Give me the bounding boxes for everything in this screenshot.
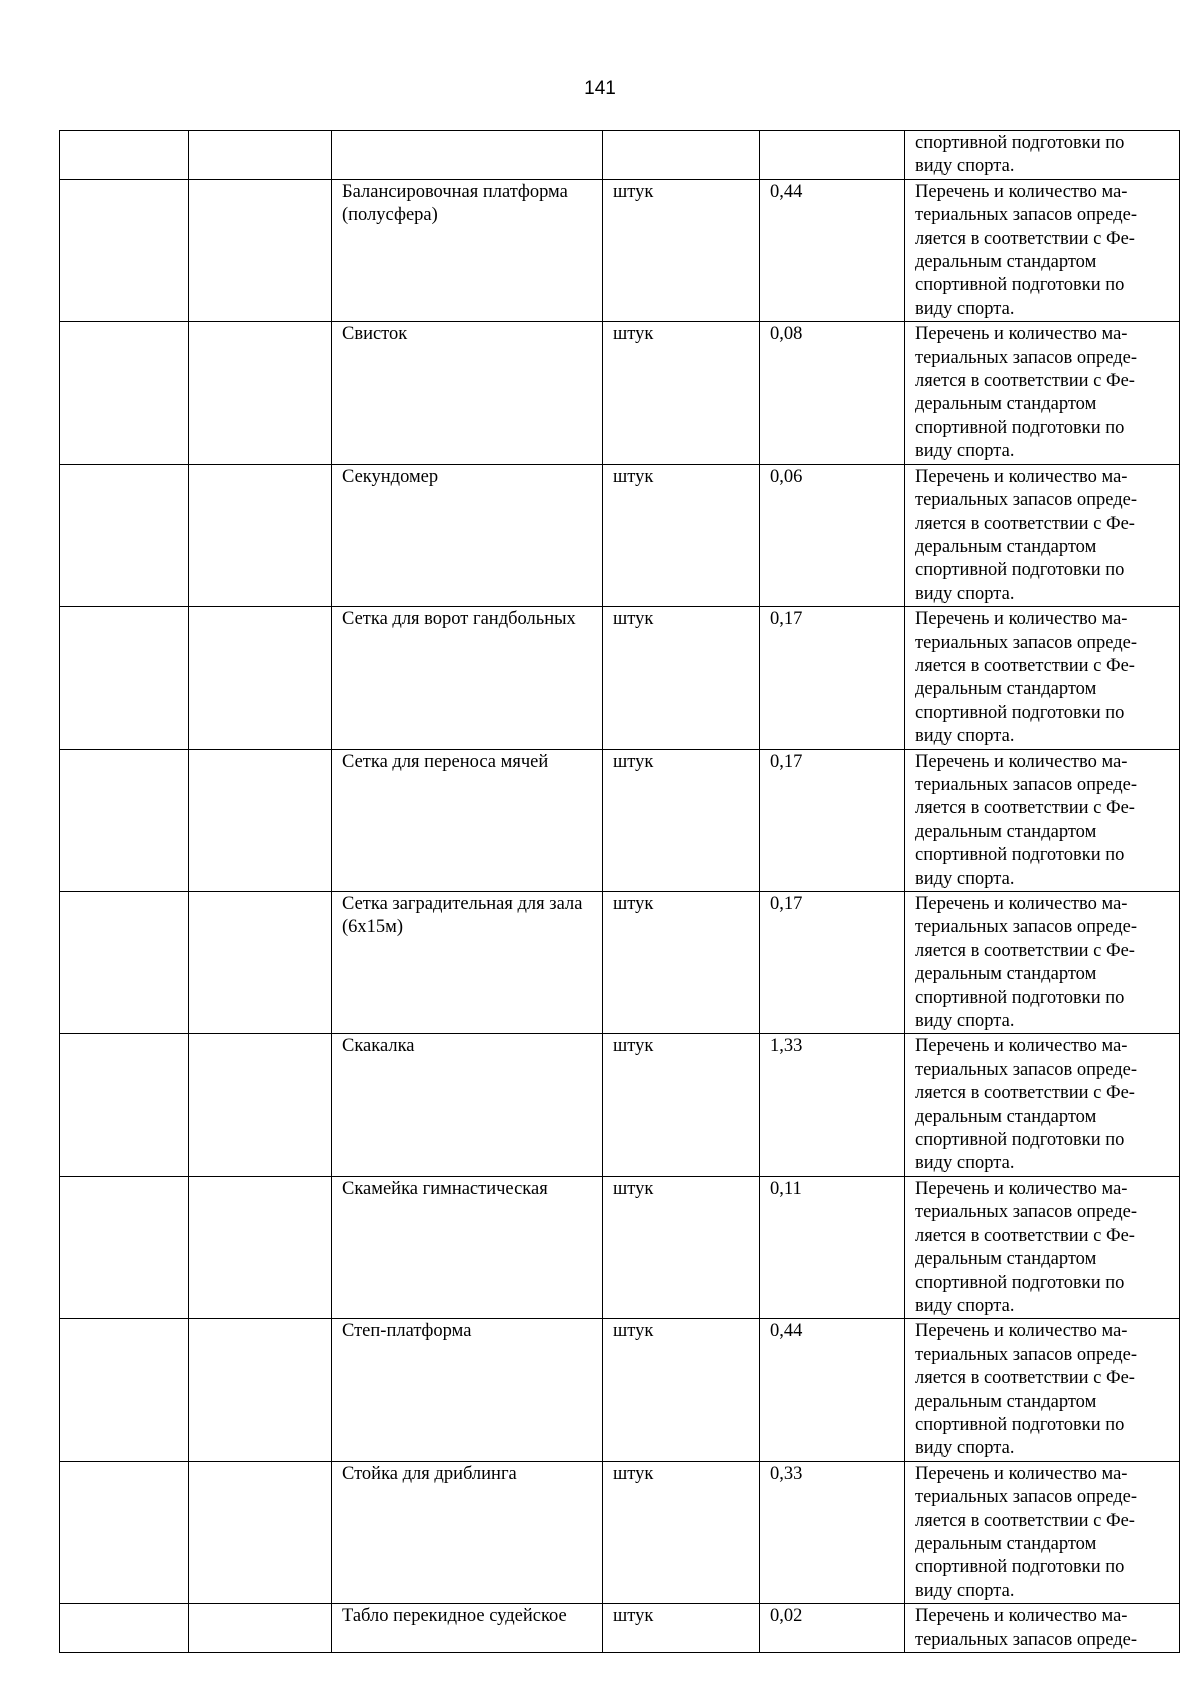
qty-text: 1,33 bbox=[770, 1036, 803, 1057]
empty-cell bbox=[189, 892, 332, 1034]
qty-cell bbox=[760, 892, 905, 1034]
note-text: Перечень и количество ма- териальных запасов опреде- bbox=[915, 1606, 1138, 1650]
unit-text: штук bbox=[613, 1178, 654, 1199]
page-number: 141 bbox=[584, 78, 616, 99]
table-row bbox=[60, 1034, 1180, 1176]
unit-text: штук bbox=[613, 751, 654, 772]
qty-cell bbox=[760, 464, 905, 606]
unit-cell bbox=[603, 322, 760, 464]
qty-cell bbox=[760, 322, 905, 464]
name-text: Табло перекидное судейское bbox=[342, 1606, 567, 1627]
qty-text: 0,33 bbox=[770, 1463, 803, 1484]
qty-cell bbox=[760, 1461, 905, 1603]
name-cell bbox=[332, 131, 603, 180]
name-text: Степ-платформа bbox=[342, 1321, 472, 1342]
unit-cell bbox=[603, 1461, 760, 1603]
name-text: Сетка заградительная для зала (6х15м) bbox=[342, 894, 583, 938]
empty-cell bbox=[60, 131, 189, 180]
note-cell bbox=[905, 892, 1180, 1034]
empty-cell bbox=[60, 1319, 189, 1461]
qty-cell bbox=[760, 179, 905, 321]
name-text: Стойка для дриблинга bbox=[342, 1463, 517, 1484]
empty-cell bbox=[60, 179, 189, 321]
note-text: Перечень и количество ма- териальных запасов опреде- ляется в соответствии с Фе- деральным стандартом спортивной подготовки по виду спорта. bbox=[915, 1463, 1138, 1601]
note-text: Перечень и количество ма- териальных запасов опреде- ляется в соответствии с Фе- деральным стандартом спортивной подготовки по виду спорта. bbox=[915, 466, 1138, 604]
unit-text: штук bbox=[613, 1321, 654, 1342]
name-text: Сетка для ворот гандбольных bbox=[342, 609, 576, 630]
note-text: Перечень и количество ма- териальных запасов опреде- ляется в соответствии с Фе- деральным стандартом спортивной подготовки по виду спорта. bbox=[915, 181, 1138, 319]
name-cell bbox=[332, 1176, 603, 1318]
note-text: Перечень и количество ма- териальных запасов опреде- ляется в соответствии с Фе- деральным стандартом спортивной подготовки по виду спорта. bbox=[915, 324, 1138, 462]
qty-text: 0,17 bbox=[770, 751, 803, 772]
note-text: Перечень и количество ма- териальных запасов опреде- ляется в соответствии с Фе- деральным стандартом спортивной подготовки по виду спорта. bbox=[915, 1321, 1138, 1459]
name-cell bbox=[332, 892, 603, 1034]
unit-text: штук bbox=[613, 894, 654, 914]
empty-cell bbox=[60, 464, 189, 606]
table-body bbox=[60, 131, 1180, 1653]
name-cell bbox=[332, 322, 603, 464]
empty-cell bbox=[60, 749, 189, 891]
empty-cell bbox=[60, 1461, 189, 1603]
qty-text: 0,44 bbox=[770, 181, 803, 202]
qty-cell bbox=[760, 607, 905, 749]
note-cell bbox=[905, 131, 1180, 180]
qty-text: 0,02 bbox=[770, 1606, 803, 1627]
qty-text: 0,11 bbox=[770, 1178, 802, 1199]
table-row bbox=[60, 1461, 1180, 1603]
empty-cell bbox=[60, 607, 189, 749]
unit-cell bbox=[603, 1034, 760, 1176]
name-text: Свисток bbox=[342, 324, 408, 345]
note-cell bbox=[905, 1034, 1180, 1176]
qty-cell bbox=[760, 131, 905, 180]
empty-cell bbox=[189, 322, 332, 464]
unit-cell bbox=[603, 749, 760, 891]
table-row bbox=[60, 607, 1180, 749]
note-text: Перечень и количество ма- териальных запасов опреде- ляется в соответствии с Фе- деральным стандартом спортивной подготовки по виду спорта. bbox=[915, 609, 1138, 747]
empty-cell bbox=[60, 1034, 189, 1176]
qty-text: 0,08 bbox=[770, 324, 803, 345]
name-text: Секундомер bbox=[342, 466, 439, 487]
empty-cell bbox=[189, 1604, 332, 1653]
unit-text: штук bbox=[613, 1463, 654, 1484]
note-cell bbox=[905, 1176, 1180, 1318]
table-row bbox=[60, 1319, 1180, 1461]
table-row bbox=[60, 1176, 1180, 1318]
table-row bbox=[60, 464, 1180, 606]
unit-cell bbox=[603, 607, 760, 749]
empty-cell bbox=[60, 892, 189, 1034]
note-text: Перечень и количество ма- териальных запасов опреде- ляется в соответствии с Фе- деральным стандартом спортивной подготовки по виду спорта. bbox=[915, 894, 1138, 1032]
note-cell bbox=[905, 464, 1180, 606]
note-text: спортивной подготовки по виду спорта. bbox=[915, 133, 1125, 177]
unit-cell bbox=[603, 1176, 760, 1318]
unit-text: штук bbox=[613, 1606, 654, 1627]
empty-cell bbox=[60, 1176, 189, 1318]
note-cell bbox=[905, 1461, 1180, 1603]
empty-cell bbox=[60, 322, 189, 464]
unit-cell bbox=[603, 464, 760, 606]
table-row bbox=[60, 131, 1180, 180]
unit-cell bbox=[603, 1604, 760, 1653]
empty-cell bbox=[189, 1176, 332, 1318]
table-row bbox=[60, 322, 1180, 464]
unit-text: штук bbox=[613, 324, 654, 345]
empty-cell bbox=[189, 131, 332, 180]
note-cell bbox=[905, 1319, 1180, 1461]
unit-cell bbox=[603, 892, 760, 1034]
qty-text: 0,17 bbox=[770, 609, 803, 630]
unit-text: штук bbox=[613, 609, 654, 630]
unit-cell bbox=[603, 179, 760, 321]
unit-text: штук bbox=[613, 466, 654, 487]
qty-text: 0,17 bbox=[770, 894, 803, 914]
name-text: Скамейка гимнастическая bbox=[342, 1178, 548, 1199]
qty-cell bbox=[760, 749, 905, 891]
empty-cell bbox=[189, 607, 332, 749]
empty-cell bbox=[189, 749, 332, 891]
name-cell bbox=[332, 1034, 603, 1176]
note-text: Перечень и количество ма- териальных запасов опреде- ляется в соответствии с Фе- деральным стандартом спортивной подготовки по виду спорта. bbox=[915, 1036, 1138, 1174]
note-cell bbox=[905, 322, 1180, 464]
empty-cell bbox=[60, 1604, 189, 1653]
name-cell bbox=[332, 464, 603, 606]
note-cell bbox=[905, 749, 1180, 891]
qty-text: 0,44 bbox=[770, 1321, 803, 1342]
empty-cell bbox=[189, 1034, 332, 1176]
note-text: Перечень и количество ма- териальных запасов опреде- ляется в соответствии с Фе- деральным стандартом спортивной подготовки по виду спорта. bbox=[915, 751, 1138, 889]
note-cell bbox=[905, 607, 1180, 749]
empty-cell bbox=[189, 179, 332, 321]
name-cell bbox=[332, 1461, 603, 1603]
qty-cell bbox=[760, 1319, 905, 1461]
name-cell bbox=[332, 1319, 603, 1461]
unit-text: штук bbox=[613, 181, 654, 202]
table-row bbox=[60, 179, 1180, 321]
note-cell bbox=[905, 1604, 1180, 1653]
table-row bbox=[60, 749, 1180, 891]
name-text: Балансировочная платформа (полусфера) bbox=[342, 181, 568, 226]
name-cell bbox=[332, 179, 603, 321]
qty-cell bbox=[760, 1604, 905, 1653]
table-row bbox=[60, 892, 1180, 1034]
unit-cell bbox=[603, 1319, 760, 1461]
name-text: Сетка для переноса мячей bbox=[342, 751, 549, 772]
unit-text: штук bbox=[613, 1036, 654, 1057]
note-cell bbox=[905, 179, 1180, 321]
qty-cell bbox=[760, 1034, 905, 1176]
empty-cell bbox=[189, 464, 332, 606]
unit-cell bbox=[603, 131, 760, 180]
name-cell bbox=[332, 1604, 603, 1653]
empty-cell bbox=[189, 1461, 332, 1603]
equipment-table bbox=[59, 130, 1180, 1653]
name-text: Скакалка bbox=[342, 1036, 415, 1057]
name-cell bbox=[332, 749, 603, 891]
qty-cell bbox=[760, 1176, 905, 1318]
qty-text: 0,06 bbox=[770, 466, 803, 487]
table-row bbox=[60, 1604, 1180, 1653]
note-text: Перечень и количество ма- териальных запасов опреде- ляется в соответствии с Фе- деральным стандартом спортивной подготовки по виду спорта. bbox=[915, 1178, 1138, 1316]
name-cell bbox=[332, 607, 603, 749]
empty-cell bbox=[189, 1319, 332, 1461]
